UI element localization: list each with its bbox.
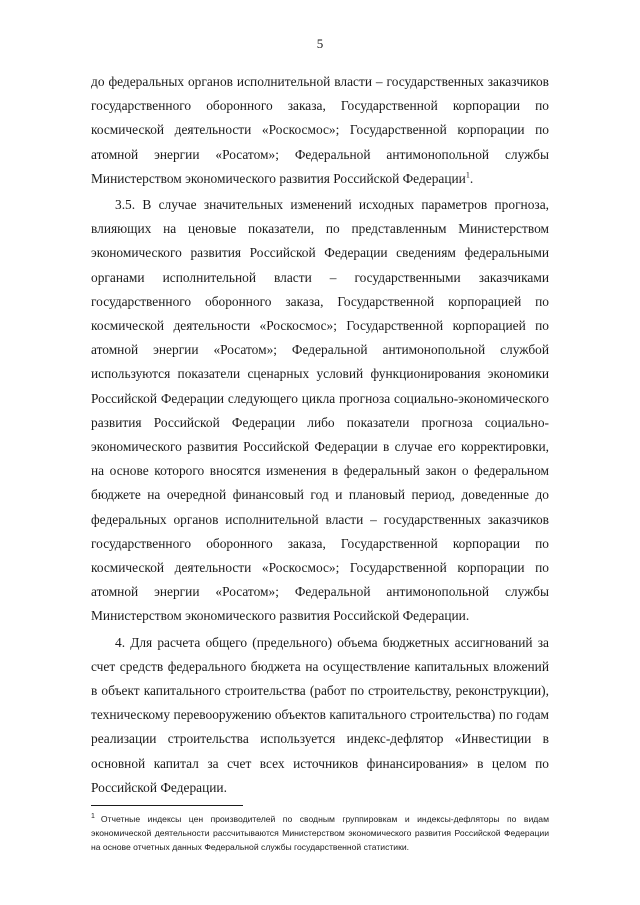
paragraph-3-5: 3.5. В случае значительных изменений исходных параметров прогноза, влияющих на ценовые показатели, по представленным Министерством экономического развития Российской Федерации сведениям федеральными органами исполнительной власти – государственными заказчиками государственного оборонного заказа, Государственной корпорацией по космической деятельности «Роскосмос»; Государственной корпорацией по атомной энергии «Росатом»; Федеральной антимонопольной службой используются показатели сценарных условий функционирования экономики Российской Федерации следующего цикла прогноза социально-экономического развития Российской Федерации либо показатели прогноза социально-экономического развития Российской Федерации в случае его корректировки, на основе которого вносятся изменения в федеральный закон о федеральном бюджете на очередной финансовый год и плановый период, доведенные до федеральных органов исполнительной власти – государственных заказчиков государственного оборонного заказа, Государственной корпорации по космической деятельности «Роскосмос»; Государственной корпорации по атомной энергии «Росатом»; Федеральной антимонопольной службы Министерством экономического развития Российской Федерации.	[91, 197, 549, 624]
paragraph-text: до федеральных органов исполнительной власти – государственных заказчиков государственного оборонного заказа, Государственной корпорации по космической деятельности «Роскосмос»; Государственной корпорации по атомной энергии «Росатом»; Федеральной антимонопольной службы Министерством экономического развития Российской Федерации	[91, 74, 549, 186]
footnote	[91, 812, 549, 854]
paragraph-end-punctuation: .	[469, 170, 474, 186]
footnote-reference: 1	[465, 170, 470, 180]
paragraph-4: 4. Для расчета общего (предельного) объема бюджетных ассигнований за счет средств федерального бюджета на осуществление капитальных вложений в объект капитального строительства (работ по строительству, реконструкции), техническому перевооружению объектов капитального строительства) по годам реализации строительства используется индекс-дефлятор «Инвестиции в основной капитал за счет всех источников финансирования» в целом по Российской Федерации.	[91, 634, 549, 795]
page-number: 5	[316, 36, 324, 51]
document-body	[91, 70, 549, 800]
footnote-text: Отчетные индексы цен производителей по сводным группировкам и индексы-дефляторы по видам экономической деятельности рассчитываются Министерством экономического развития Российской Федерации на основе отчетных данных Федеральной службы государственной статистики.	[91, 814, 549, 852]
paragraph-continuation	[91, 70, 549, 191]
footnote-separator	[91, 805, 243, 806]
footnote-mark: 1	[91, 813, 95, 821]
